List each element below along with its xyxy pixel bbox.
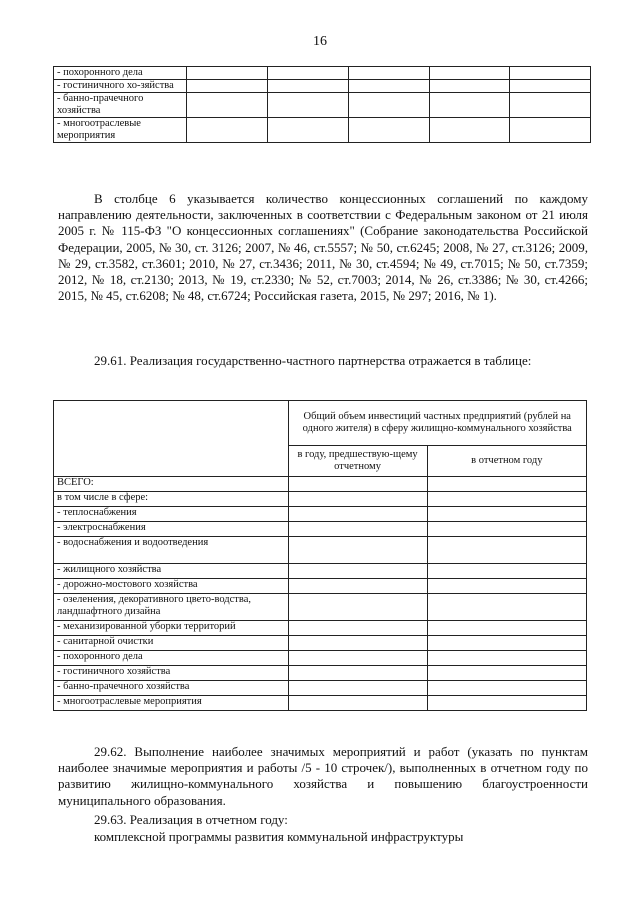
row-label: - похоронного дела xyxy=(54,651,289,666)
paragraph-column-6: В столбце 6 указывается количество концессионных соглашений по каждому направлению деятельности, заключенных в соответствии с Федеральным законом от 21 июля 2005 г. № 115-ФЗ "О концессионных соглашениях" (Собрание законодательства Российской Федерации, 2005, № 30, ст. 3126; 2007, № 46, ст.5557; № 50, ст.6245; 2008, № 27, ст.3126; 2009, № 29, ст.3582, ст.3601; 2010, № 27, ст.3436; 2011, № 30, ст.4594; № 49, ст.7015; № 50, ст.7359; 2012, № 18, ст.2130; 2013, № 19, ст.2330; № 52, ст.7003; 2014, № 26, ст.3386; № 30, ст.4266; 2015, № 45, ст.6208; № 48, ст.6724; Российская газета, 2015, № 297; 2016, № 1). xyxy=(58,191,588,304)
row-label: - теплоснабжения xyxy=(54,507,289,522)
row-label: - механизированной уборки территорий xyxy=(54,621,289,636)
table-row xyxy=(54,696,587,711)
table-row xyxy=(54,80,591,93)
table-row xyxy=(54,636,587,651)
paragraph-29-61: 29.61. Реализация государственно-частного партнерства отражается в таблице: xyxy=(94,353,532,368)
row-label: - многоотраслевые мероприятия xyxy=(54,118,187,143)
table-row xyxy=(54,621,587,636)
row-label: - похоронного дела xyxy=(54,67,187,80)
public-private-partnership-table xyxy=(53,400,587,711)
table-row xyxy=(54,537,587,564)
table-row xyxy=(54,93,591,118)
row-label: - жилищного хозяйства xyxy=(54,564,289,579)
row-label: ВСЕГО: xyxy=(54,477,289,492)
table-row xyxy=(54,564,587,579)
paragraph-29-62: 29.62. Выполнение наиболее значимых мероприятий и работ (указать по пунктам наиболее значимые мероприятия и работы /5 - 10 строчек/), выполненных в отчетном году по развитию жилищно-коммунального хозяйства и повышению благоустроенности муниципального образования. xyxy=(58,744,588,808)
header-current-year: в отчетном году xyxy=(427,446,586,477)
table-row xyxy=(54,118,591,143)
table-row xyxy=(54,522,587,537)
table-row xyxy=(54,477,587,492)
table-row xyxy=(54,666,587,681)
paragraph-29-63: 29.63. Реализация в отчетном году: xyxy=(94,812,288,827)
table-row xyxy=(54,594,587,621)
table-row xyxy=(54,681,587,696)
row-label: в том числе в сфере: xyxy=(54,492,289,507)
row-label: - гостиничного хозяйства xyxy=(54,666,289,681)
paragraph-29-63-continuation: комплексной программы развития коммунальной инфраструктуры xyxy=(94,829,464,844)
page-number: 16 xyxy=(313,34,327,49)
row-label: - озеленения, декоративного цвето-водства, ландшафтного дизайна xyxy=(54,594,289,621)
table-row xyxy=(54,67,591,80)
table-row xyxy=(54,651,587,666)
row-label: - водоснабжения и водоотведения xyxy=(54,537,289,564)
row-label: - банно-прачечного хозяйства xyxy=(54,93,187,118)
header-investment-volume: Общий объем инвестиций частных предприятий (рублей на одного жителя) в сферу жилищно-коммунального хозяйства xyxy=(288,401,586,446)
concession-table-continuation xyxy=(53,66,591,143)
table-row xyxy=(54,579,587,594)
table-row xyxy=(54,492,587,507)
header-previous-year: в году, предшествую-щему отчетному xyxy=(288,446,427,477)
row-label: - многоотраслевые мероприятия xyxy=(54,696,289,711)
row-label: - банно-прачечного хозяйства xyxy=(54,681,289,696)
row-label: - дорожно-мостового хозяйства xyxy=(54,579,289,594)
row-label: - гостиничного хо-зяйства xyxy=(54,80,187,93)
table-row xyxy=(54,507,587,522)
row-label: - электроснабжения xyxy=(54,522,289,537)
row-label: - санитарной очистки xyxy=(54,636,289,651)
